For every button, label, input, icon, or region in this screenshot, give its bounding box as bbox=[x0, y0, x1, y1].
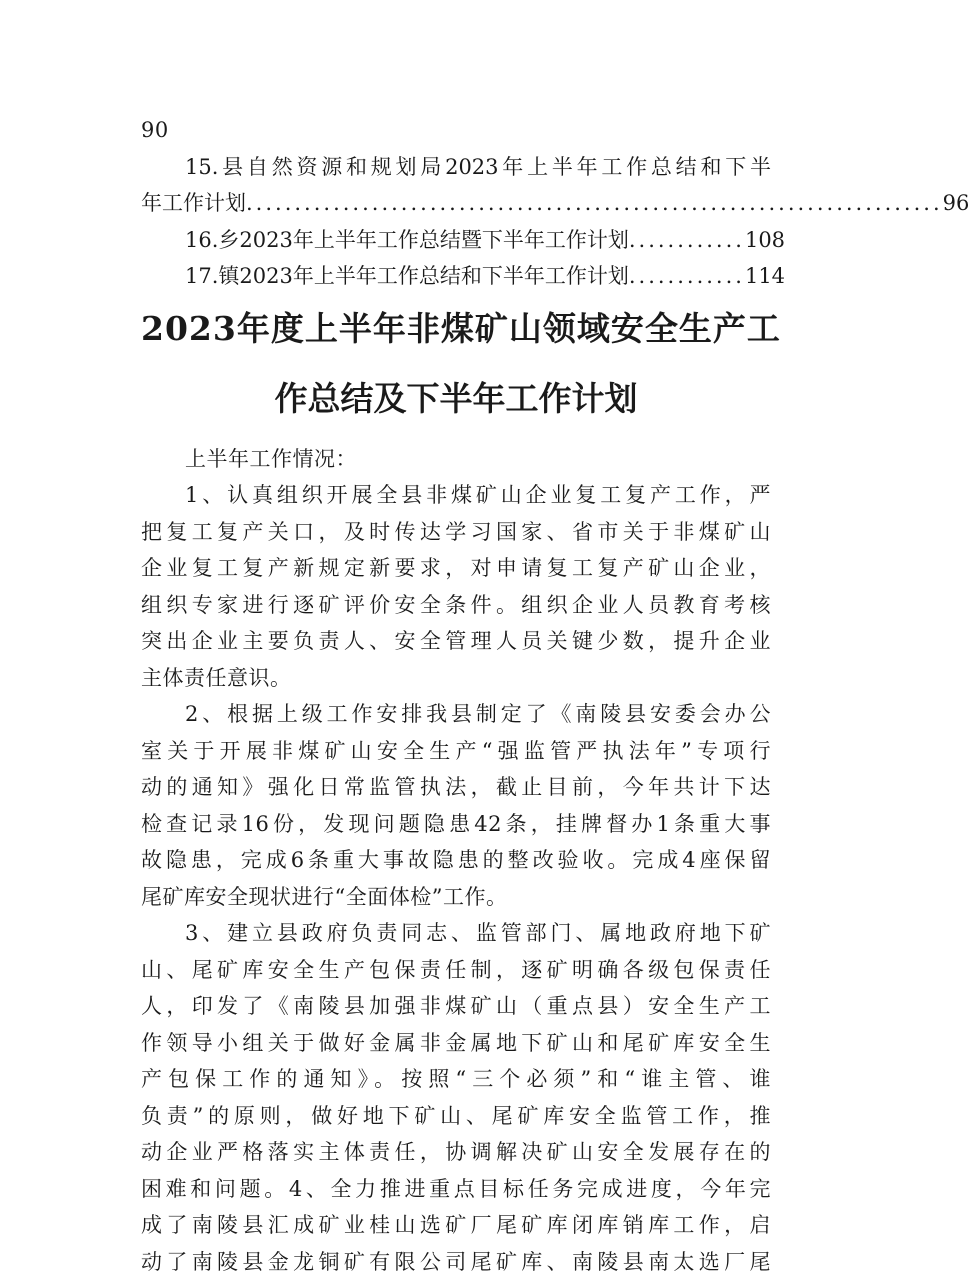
paragraph-line: 2、根据上级工作安排我县制定了《南陵县安委会办公 bbox=[185, 702, 771, 726]
document-title-line1: 2023年度上半年非煤矿山领域安全生产工 bbox=[141, 308, 781, 348]
paragraph-line: 动了南陵县金龙铜矿有限公司尾矿库、南陵县南太选厂尾 bbox=[141, 1249, 771, 1274]
toc-item-16[interactable] bbox=[141, 222, 786, 259]
toc-item-17[interactable] bbox=[141, 258, 786, 295]
document-page bbox=[141, 112, 969, 1280]
toc-item-17-text: 17.镇2023年上半年工作总结和下半年工作计划 bbox=[185, 264, 629, 288]
toc-item-15-page: 96 bbox=[942, 191, 969, 215]
toc-leader-dots: ............ bbox=[628, 264, 745, 288]
paragraph-line: 山、尾矿库安全生产包保责任制，逐矿明确各级包保责任 bbox=[141, 957, 771, 982]
toc-leader-dots: ............ bbox=[628, 227, 745, 252]
paragraph-line: 成了南陵县汇成矿业桂山选矿厂尾矿库闭库销库工作，启 bbox=[141, 1213, 771, 1237]
paragraph-line: 动的通知》强化日常监管执法，截止目前，今年共计下达 bbox=[141, 775, 771, 799]
paragraph-line: 故隐患，完成6条重大事故隐患的整改验收。完成4座保留 bbox=[141, 848, 771, 872]
toc-item-16-text: 16.乡2023年上半年工作总结暨下半年工作计划 bbox=[185, 227, 629, 252]
toc-item-15-line1[interactable]: 15.县自然资源和规划局2023年上半年工作总结和下半 bbox=[185, 154, 771, 179]
paragraph-line: 企业复工复产新规定新要求，对申请复工复产矿山企业， bbox=[141, 556, 771, 580]
paragraph-line: 主体责任意识。 bbox=[141, 665, 292, 690]
paragraph-line: 动企业严格落实主体责任，协调解决矿山安全发展存在的 bbox=[141, 1140, 771, 1164]
document-title-line2: 作总结及下半年工作计划 bbox=[274, 378, 638, 418]
section-heading: 上半年工作情况： bbox=[185, 446, 357, 471]
paragraph-line: 作领导小组关于做好金属非金属地下矿山和尾矿库安全生 bbox=[141, 1030, 771, 1055]
paragraph-2 bbox=[141, 696, 771, 915]
paragraph-line: 组织专家进行逐矿评价安全条件。组织企业人员教育考核 bbox=[141, 592, 771, 617]
paragraph-3 bbox=[141, 915, 771, 1280]
paragraph-line: 产包保工作的通知》。按照“三个必须”和“谁主管、谁 bbox=[141, 1067, 771, 1091]
paragraph-line: 室关于开展非煤矿山安全生产“强监管严执法年”专项行 bbox=[141, 738, 771, 763]
toc-item-17-page: 114 bbox=[744, 264, 786, 288]
toc-item-16-page: 108 bbox=[744, 227, 786, 252]
table-of-contents bbox=[141, 149, 969, 295]
paragraph-line: 人，印发了《南陵县加强非煤矿山（重点县）安全生产工 bbox=[141, 994, 771, 1018]
toc-leader-dots: ........................................................................ bbox=[246, 191, 943, 215]
paragraph-line: 困难和问题。4、全力推进重点目标任务完成进度，今年完 bbox=[141, 1176, 771, 1201]
paragraph-line: 突出企业主要负责人、安全管理人员关键少数，提升企业 bbox=[141, 629, 771, 653]
paragraph-line: 检查记录16份，发现问题隐患42条，挂牌督办1条重大事 bbox=[141, 811, 771, 836]
paragraph-line: 负责”的原则，做好地下矿山、尾矿库安全监管工作，推 bbox=[141, 1103, 771, 1128]
paragraph-1 bbox=[141, 477, 771, 696]
toc-item-15-text: 年工作计划 bbox=[141, 191, 246, 215]
toc-item-15-line2[interactable] bbox=[141, 185, 969, 222]
paragraph-line: 3、建立县政府负责同志、监管部门、属地政府地下矿 bbox=[185, 921, 771, 945]
page-number: 90 bbox=[141, 118, 169, 142]
paragraph-line: 把复工复产关口，及时传达学习国家、省市关于非煤矿山 bbox=[141, 519, 771, 544]
paragraph-line: 1、认真组织开展全县非煤矿山企业复工复产工作，严 bbox=[185, 483, 771, 507]
paragraph-line: 尾矿库安全现状进行“全面体检”工作。 bbox=[141, 884, 508, 909]
